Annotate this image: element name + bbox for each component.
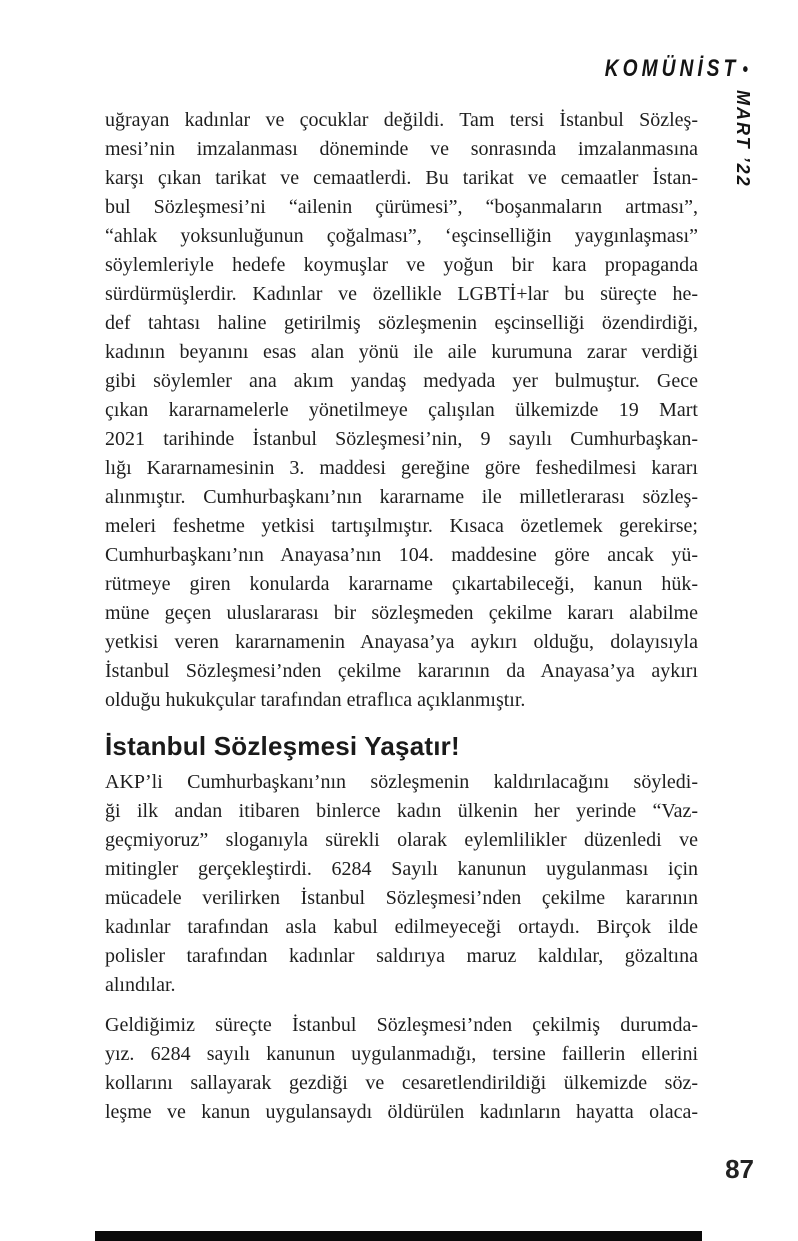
- text-line: gibi söylemler ana akım yandaş medyada yer bulmuştur. Gece: [105, 370, 698, 392]
- text-line: müne geçen uluslararası bir sözleşmeden çekilme kararı alabilme: [105, 602, 698, 624]
- magazine-title: [605, 55, 748, 83]
- text-line: mitingler gerçekleştirdi. 6284 Sayılı kanunun uygulanması için: [105, 858, 698, 880]
- text-line: alınmıştır. Cumhurbaşkanı’nın kararname ile milletlerarası sözleş-: [105, 486, 698, 508]
- text-line: bul Sözleşmesi’ni “ailenin çürümesi”, “boşanmaların artması”,: [105, 196, 698, 218]
- bottom-black-bar: [95, 1231, 702, 1241]
- section-heading: İstanbul Sözleşmesi Yaşatır!: [105, 731, 460, 761]
- text-line: mücadele verilirken İstanbul Sözleşmesi’nden çekilme kararının: [105, 887, 698, 909]
- text-line: söylemleriyle hedefe koymuşlar ve yoğun bir kara propaganda: [105, 254, 698, 276]
- article-paragraph-1: [105, 106, 698, 715]
- issue-date-vertical: MART ’22: [733, 90, 753, 188]
- page-number: 87: [725, 1154, 754, 1184]
- text-line: 2021 tarihinde İstanbul Sözleşmesi’nin, 9 sayılı Cumhurbaşkan-: [105, 428, 698, 450]
- bullet-icon: •: [742, 59, 748, 81]
- magazine-title-text: KOMÜNİST: [604, 55, 740, 82]
- text-line: leşme ve kanun uygulansaydı öldürülen kadınların hayatta olaca-: [105, 1101, 698, 1123]
- text-line: Cumhurbaşkanı’nın Anayasa’nın 104. maddesine göre ancak yü-: [105, 544, 698, 566]
- text-line: kadının beyanını esas alan yönü ile aile kurumuna zarar verdiği: [105, 341, 698, 363]
- article-paragraph-3: [105, 1011, 698, 1127]
- text-line: polisler tarafından kadınlar saldırıya maruz kaldılar, gözaltına: [105, 945, 698, 967]
- text-line: kadınlar tarafından asla kabul edilmeyeceği ortaydı. Birçok ilde: [105, 916, 698, 938]
- article-paragraph-2: [105, 768, 698, 1000]
- text-line: “ahlak yoksunluğunun çoğalması”, ‘eşcinselliğin yaygınlaşması”: [105, 225, 698, 247]
- text-line: çıkan kararnamelerle yönetilmeye çalışılan ülkemizde 19 Mart: [105, 399, 698, 421]
- text-line: karşı çıkan tarikat ve cemaatlerdi. Bu tarikat ve cemaatler İstan-: [105, 167, 698, 189]
- text-line: uğrayan kadınlar ve çocuklar değildi. Tam tersi İstanbul Sözleş-: [105, 109, 698, 131]
- text-line: ği ilk andan itibaren binlerce kadın ülkenin her yerinde “Vaz-: [105, 800, 698, 822]
- text-line: def tahtası haline getirilmiş sözleşmenin eşcinselliği özendirdiği,: [105, 312, 698, 334]
- text-line: meleri feshetme yetkisi tartışılmıştır. Kısaca özetlemek gerekirse;: [105, 515, 698, 537]
- text-line: yız. 6284 sayılı kanunun uygulanmadığı, tersine faillerin ellerini: [105, 1043, 698, 1065]
- text-line: İstanbul Sözleşmesi’nden çekilme kararının da Anayasa’ya aykırı: [105, 660, 698, 682]
- text-line: geçmiyoruz” sloganıyla sürekli olarak eylemlilikler düzenledi ve: [105, 829, 698, 851]
- text-line: Geldiğimiz süreçte İstanbul Sözleşmesi’nden çekilmiş durumda-: [105, 1014, 698, 1036]
- text-line: alındılar.: [105, 974, 176, 996]
- text-line: lığı Kararnamesinin 3. maddesi gereğine göre feshedilmesi kararı: [105, 457, 698, 479]
- text-line: mesi’nin imzalanması döneminde ve sonrasında imzalanmasına: [105, 138, 698, 160]
- text-line: rütmeye giren konularda kararname çıkartabileceği, kanun hük-: [105, 573, 698, 595]
- text-line: olduğu hukukçular tarafından etraflıca açıklanmıştır.: [105, 689, 526, 711]
- text-line: AKP’li Cumhurbaşkanı’nın sözleşmenin kaldırılacağını söyledi-: [105, 771, 698, 793]
- text-line: sürdürmüşlerdir. Kadınlar ve özellikle LGBTİ+lar bu süreçte he-: [105, 283, 698, 305]
- article-text-column: [105, 106, 698, 1127]
- text-line: yetkisi veren kararnamenin Anayasa’ya aykırı olduğu, dolayısıyla: [105, 631, 698, 653]
- text-line: kollarını sallayarak gezdiği ve cesaretlendirildiği ülkemizde söz-: [105, 1072, 698, 1094]
